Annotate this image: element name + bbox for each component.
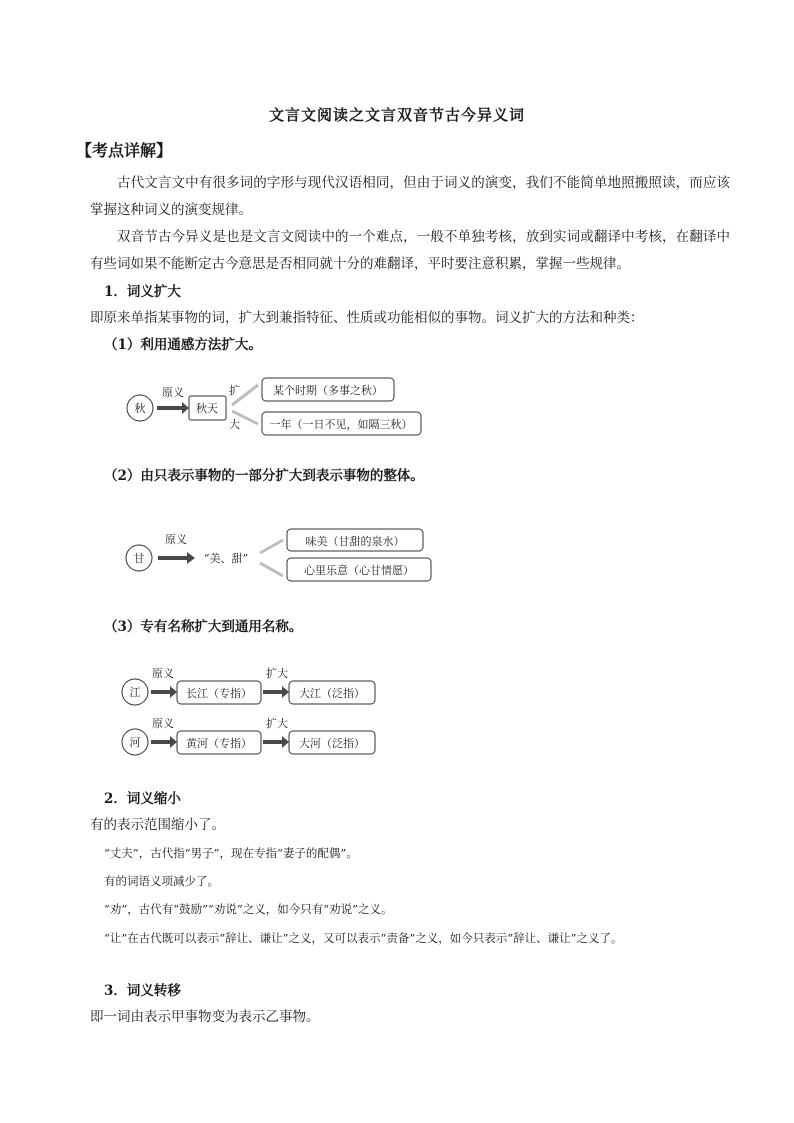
narrowing-example-2: 有的词语义项减少了。 [104,874,219,888]
diagram-gan-out1: 味美（甘甜的泉水） [305,535,405,548]
diagram-he-arrow-1 [151,736,177,748]
diagram-gan-orig-label: 原义 [165,533,187,546]
diagram-qiu-out1: 某个时期（多事之秋） [273,384,383,397]
diagram-jiang-box1-text: 长江（专指） [186,687,252,700]
diagram-he-arrow-2 [263,736,289,748]
narrowing-example-1: “丈夫”，古代指“男子”，现在专指“妻子的配偶”。 [104,846,358,860]
diagram-gan-orig: “美、甜” [203,552,249,565]
diagram-qiu-da: 大 [229,418,240,431]
diagram-qiu-kuo: 扩 [229,384,240,397]
diagram-he-box1-text: 黄河（专指） [186,737,252,750]
subheading-proper-to-common: （3）专有名称扩大到通用名称。 [104,619,303,635]
diagram-qiu-orig-label: 原义 [162,386,184,399]
diagram-jiang-expand-label: 扩大 [266,667,288,680]
diagram-qiu-orig-text: 秋天 [196,402,218,415]
narrowing-example-3: “劝”，古代有“鼓励”“劝说”之义，如今只有“劝说”之义。 [104,902,393,916]
diagram-jiang-orig-label: 原义 [152,667,174,680]
intro-paragraph-1: 古代文言文中有很多词的字形与现代汉语相同，但由于词义的演变，我们不能简单地照搬照读，而应该掌握这种词义的演变规律。 [90,175,730,218]
diagram-jiang-circle-label: 江 [129,686,141,699]
diagram-he-orig-label: 原义 [152,717,174,730]
diagram-gan-out2: 心里乐意（心甘情愿） [304,564,414,577]
expansion-description: 即原来单指某事物的词，扩大到兼指特征、性质或功能相似的事物。词义扩大的方法和种类： [90,310,644,326]
diagram-jiang-box2-text: 大江（泛指） [299,687,365,700]
subheading-synesthesia: （1）利用通感方法扩大。 [104,337,262,353]
diagram-qiu-circle-label: 秋 [134,402,146,415]
diagram-he-circle-label: 河 [129,736,141,749]
heading-word-expansion: 1．词义扩大 [104,284,181,300]
diagram-gan-circle-label: 甘 [133,552,145,565]
narrowing-description: 有的表示范围缩小了。 [90,817,225,833]
heading-word-narrowing: 2．词义缩小 [104,791,181,807]
diagram-he-box2-text: 大河（泛指） [299,737,365,750]
diagram-he-expand-label: 扩大 [266,717,288,730]
document-title: 文言文阅读之文言双音节古今异义词 [268,106,525,124]
section-heading: 【考点详解】 [76,141,173,160]
diagram-jiang-arrow-2 [263,686,289,698]
intro-paragraph-2: 双音节古今异义是也是文言文阅读中的一个难点，一般不单独考核，放到实词或翻译中考核，在翻译中有些词如果不能断定古今意思是否相同就十分的难翻译，平时要注意积累，掌握一些规律。 [90,229,730,272]
diagram-qiu-out2: 一年（一日不见，如隔三秋） [269,418,413,431]
heading-word-shift: 3．词义转移 [104,983,181,999]
subheading-part-to-whole: （2）由只表示事物的一部分扩大到表示事物的整体。 [104,468,424,484]
diagram-jiang-arrow-1 [151,686,177,698]
shift-description: 即一词由表示甲事物变为表示乙事物。 [90,1009,320,1025]
narrowing-example-4: “让”在古代既可以表示“辞让、谦让”之义，又可以表示“责备”之义，如今只表示“辞让、谦让”之义了。 [104,931,623,945]
